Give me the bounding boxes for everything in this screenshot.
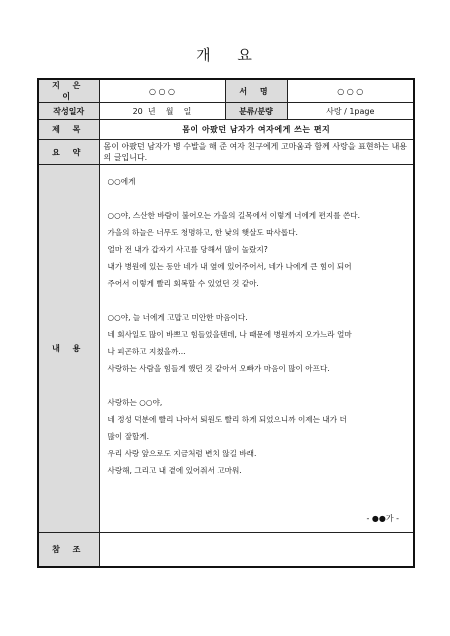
date-value: 20 년 월 일 <box>99 103 225 120</box>
letter-line: ○○야, 늘 너에게 고맙고 미안한 마음이다. <box>107 313 248 322</box>
author-label: 지 은 이 <box>38 79 99 103</box>
letter-blank-line <box>108 377 406 394</box>
letter-line: 얼마 전 내가 갑자기 사고를 당해서 많이 놀랐지? <box>107 245 268 254</box>
letter-line: 가을의 하늘은 너무도 청명하고, 한 낮의 햇살도 따사롭다. <box>107 228 298 237</box>
letter-body <box>99 165 414 533</box>
page-title: 개 요 <box>196 46 254 64</box>
letter-line: ○○에게 <box>107 177 136 186</box>
date-label: 작성일자 <box>38 103 99 120</box>
letter-blank-line <box>108 190 406 207</box>
summary-value: 몸이 아팠던 남자가 병 수발을 해 준 여자 친구에게 고마움과 함께 사랑을 표현하는 내용의 글입니다. <box>99 140 414 165</box>
letter-line: 내가 병원에 있는 동안 네가 내 옆에 있어주어서, 네가 나에게 큰 힘이 되어 <box>107 262 352 271</box>
reference-label: 참 조 <box>38 533 99 568</box>
document-table <box>37 78 415 568</box>
content-label: 내 용 <box>38 165 99 533</box>
letter-line: ○○야, 스산한 바람이 불어오는 가을의 길목에서 이렇게 너에게 편지를 쓴다. <box>107 211 361 220</box>
letter-line: 사랑해, 그리고 내 곁에 있어줘서 고마워. <box>107 466 242 475</box>
letter-blank-line <box>108 292 406 309</box>
letter-line: 네 정성 덕분에 빨리 나아서 퇴원도 빨리 하게 되었으니까 이제는 내가 더 <box>107 415 347 424</box>
letter-line: 우리 사랑 앞으로도 지금처럼 변치 않길 바래. <box>107 449 257 458</box>
letter-line: 많이 잘할게. <box>107 432 150 441</box>
author-value: ○ ○ ○ <box>99 79 225 103</box>
letter-line: 사랑하는 사람을 힘들게 했던 것 같아서 오빠가 마음이 많이 아프다. <box>107 364 330 373</box>
signature-label: 서 명 <box>225 79 287 103</box>
summary-label: 요 약 <box>38 140 99 165</box>
reference-value <box>99 533 414 568</box>
letter-signature: - ●●가 - <box>366 514 399 523</box>
category-value: 사랑 / 1page <box>287 103 414 120</box>
category-label: 분류/분량 <box>225 103 287 120</box>
signature-value: ○ ○ ○ <box>287 79 414 103</box>
letter-line: 주어서 이렇게 빨리 회복할 수 있었던 것 같아. <box>107 279 259 288</box>
subject-label: 제 목 <box>38 120 99 140</box>
letter-lines <box>108 173 406 479</box>
letter-line: 나 피곤하고 지쳤을까... <box>107 347 186 356</box>
letter-line: 사랑하는 ○○야, <box>107 398 163 407</box>
letter-line: 네 회사일도 많이 바쁘고 힘들었을텐데, 나 때문에 병원까지 오가느라 얼마 <box>107 330 352 339</box>
subject-value: 몸이 아팠던 남자가 여자에게 쓰는 편지 <box>99 120 414 140</box>
